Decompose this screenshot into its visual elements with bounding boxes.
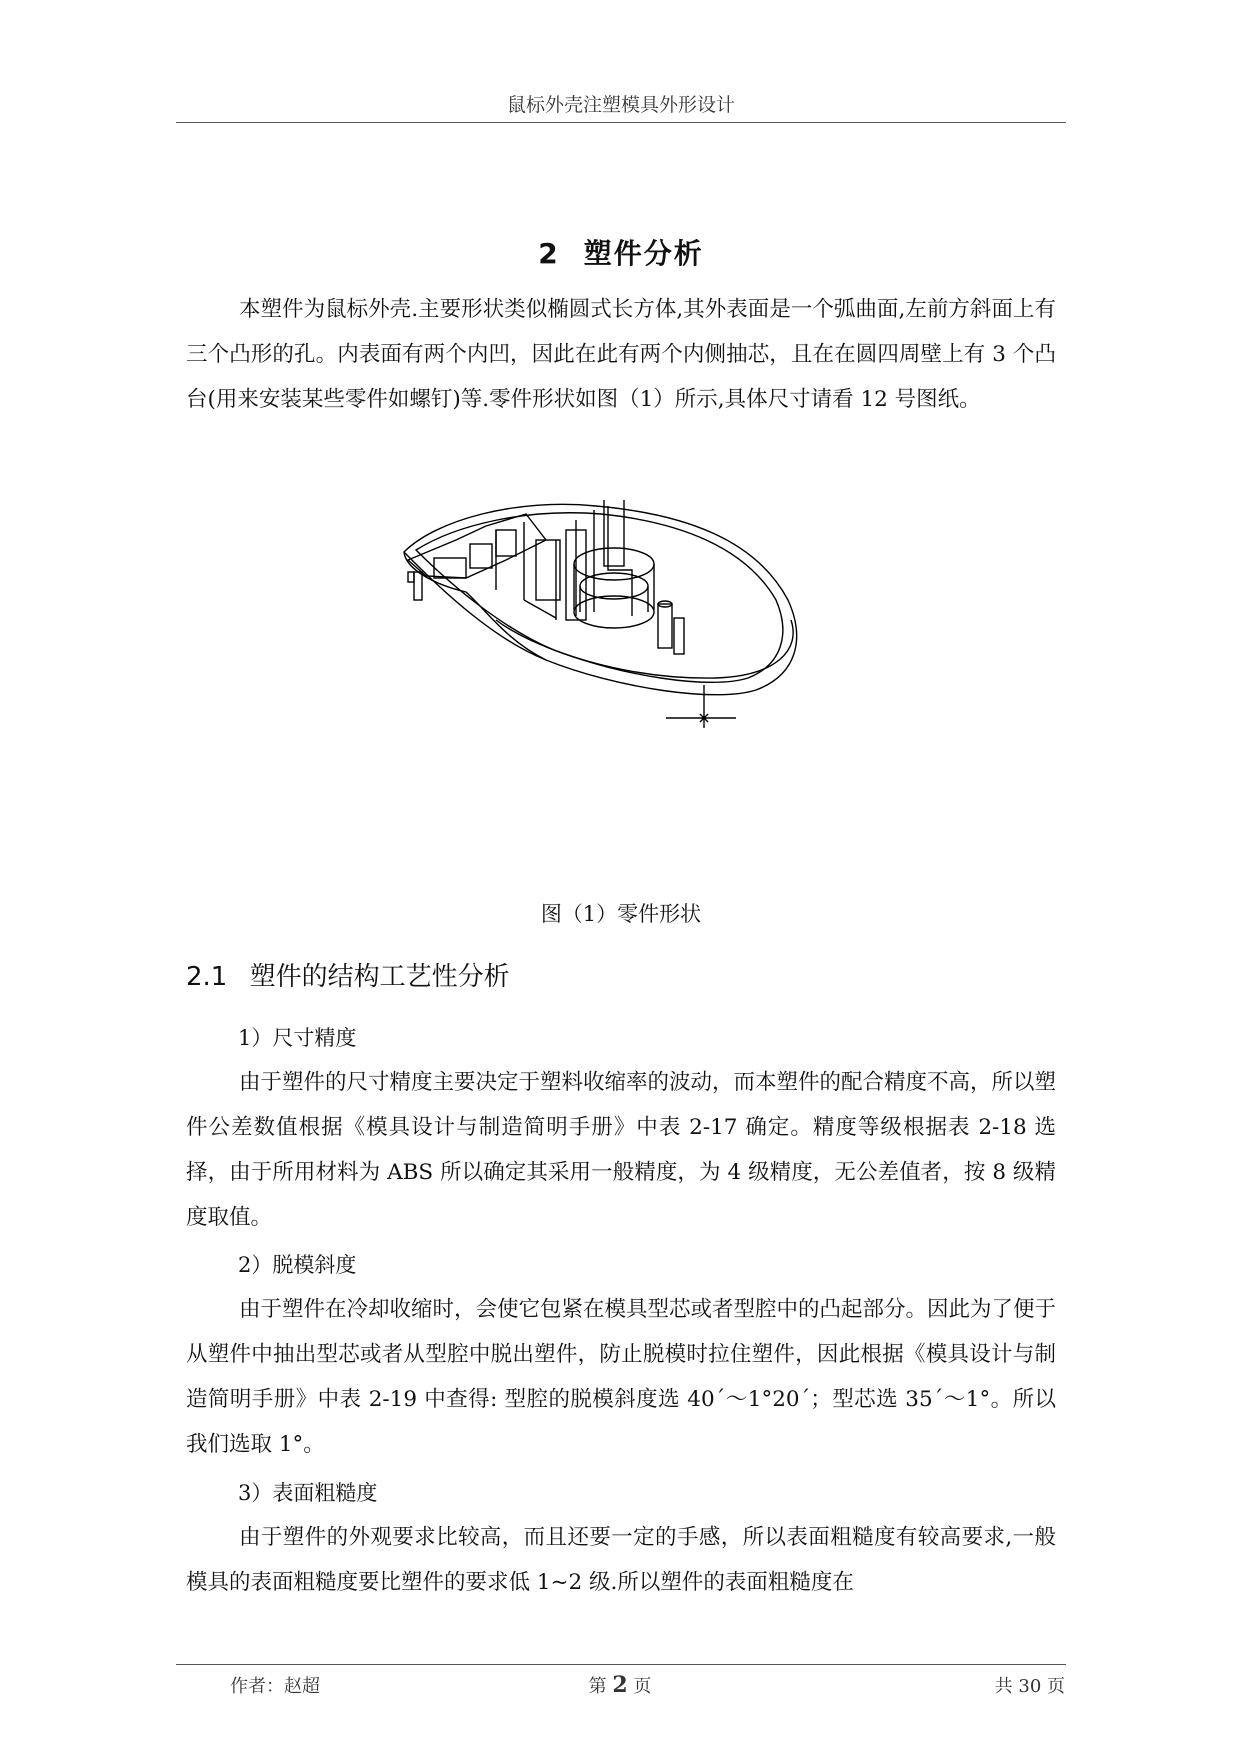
shell-base-ellipse bbox=[496, 620, 793, 678]
footer-total-pages: 共 30 页 bbox=[994, 1676, 1065, 1697]
section-heading bbox=[186, 956, 510, 993]
item-2-text: 由于塑件在冷却收缩时，会使它包紧在模具型芯或者型腔中的凸起部分。因此为了便于从塑件中抽出型芯或者从型腔中脱出塑件，防止脱模时拉住塑件，因此根据《模具设计与制造简明手册》中表 2-19 中查得: 型腔的脱模斜度选 40´～1°20´；型芯选 35´～1°。所以我们选取 1°。 bbox=[186, 1297, 1057, 1457]
header-rule bbox=[176, 122, 1066, 123]
left-boss-block-1 bbox=[434, 558, 466, 578]
item-1-text: 由于塑件的尺寸精度主要决定于塑料收缩率的波动，而本塑件的配合精度不高，所以塑件公差数值根据《模具设计与制造简明手册》中表 2-17 确定。精度等级根据表 2-18 选择，由于所用材料为 ABS 所以确定其采用一般精度，为 4 级精度，无公差值者，按 8 级精度取值。 bbox=[186, 1070, 1057, 1230]
chapter-title-text: 塑件分析 bbox=[583, 237, 704, 270]
section-number: 2.1 bbox=[186, 962, 228, 992]
intro-paragraph bbox=[186, 287, 1056, 422]
part-shape-figure bbox=[396, 500, 846, 820]
page-prefix: 第 bbox=[588, 1676, 607, 1697]
screw-boss-small bbox=[408, 572, 414, 582]
item-3-paragraph bbox=[186, 1515, 1056, 1605]
footer-author: 作者：赵超 bbox=[230, 1676, 320, 1697]
chapter-title bbox=[176, 232, 1066, 272]
item-1-heading: 1）尺寸精度 bbox=[238, 1026, 357, 1050]
running-header: 鼠标外壳注塑模具外形设计 bbox=[506, 94, 735, 116]
inner-rib-network bbox=[496, 506, 632, 620]
item-3-text: 由于塑件的外观要求比较高，而且还要一定的手感，所以表面粗糙度有较高要求,一般模具的表面粗糙度要比塑件的要求低 1~2 级.所以塑件的表面粗糙度在 bbox=[186, 1525, 1056, 1595]
item-1-paragraph bbox=[186, 1060, 1056, 1240]
tall-post bbox=[604, 500, 624, 566]
small-post-2 bbox=[674, 618, 684, 654]
locating-crosshair bbox=[666, 685, 736, 728]
page-number: 2 bbox=[612, 1672, 628, 1698]
chapter-number: 2 bbox=[538, 237, 560, 270]
footer-page-number bbox=[560, 1672, 680, 1698]
left-boss-block-3 bbox=[496, 530, 516, 556]
intro-text: 本塑件为鼠标外壳.主要形状类似椭圆式长方体,其外表面是一个弧曲面,左前方斜面上有三个凸形的孔。内表面有两个内凹，因此在此有两个内侧抽芯，且在在圆四周壁上有 3 个凸台(用来安装某些零件如螺钉)等.零件形状如图（1）所示,具体尺寸请看 12 号图纸。 bbox=[186, 297, 1056, 412]
cylinder-boss-mid bbox=[580, 573, 648, 599]
left-boss-block-2 bbox=[470, 544, 492, 568]
figure-caption: 图（1）零件形状 bbox=[540, 902, 702, 926]
footer-rule bbox=[176, 1664, 1066, 1665]
small-post-1 bbox=[658, 604, 672, 648]
item-2-paragraph bbox=[186, 1287, 1056, 1467]
item-3-heading: 3）表面粗糙度 bbox=[238, 1481, 378, 1505]
shell-outer-outline bbox=[404, 504, 797, 694]
item-2-heading: 2）脱模斜度 bbox=[238, 1253, 357, 1277]
section-title: 塑件的结构工艺性分析 bbox=[249, 962, 510, 992]
screw-boss-left bbox=[414, 572, 422, 600]
page-suffix: 页 bbox=[633, 1676, 652, 1697]
